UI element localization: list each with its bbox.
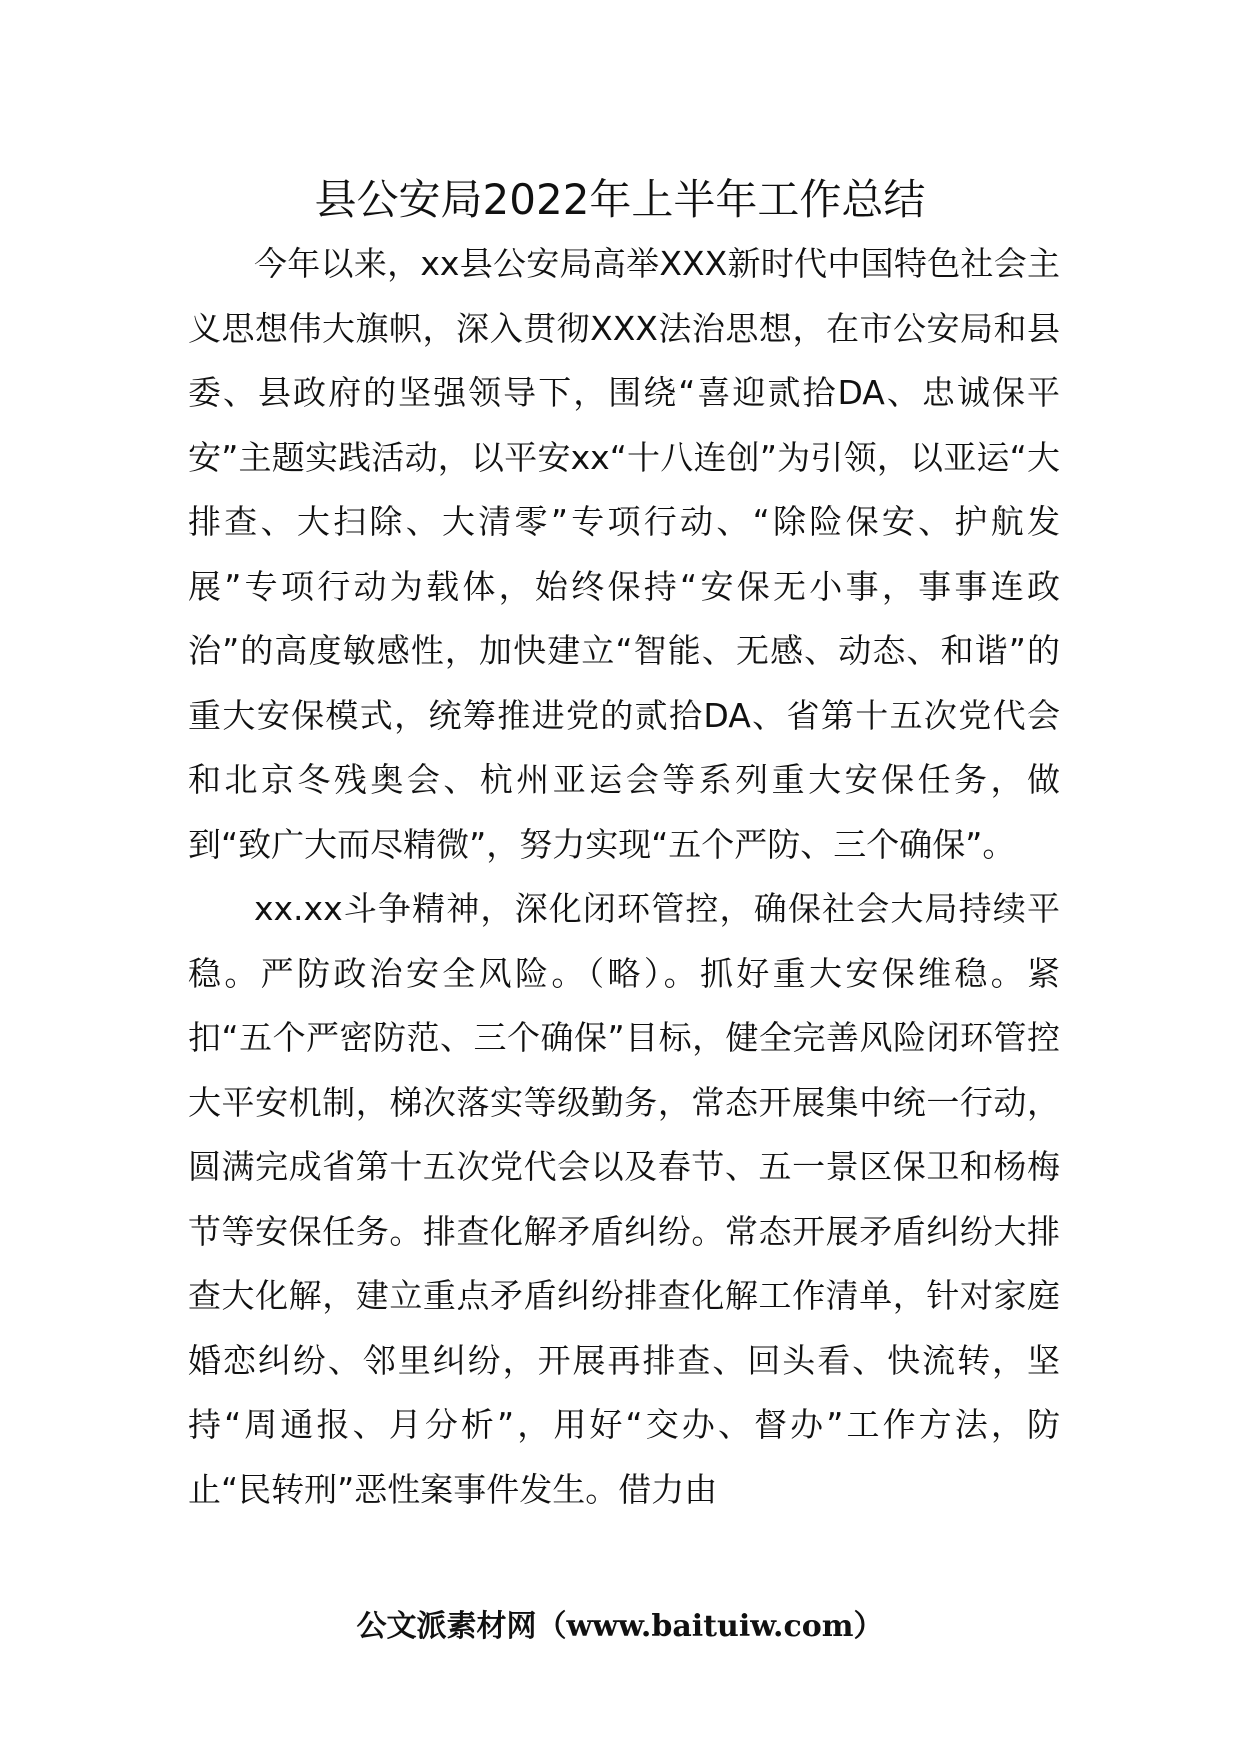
footer-watermark: 公文派素材网（www.baituiw.com）	[356, 1609, 884, 1644]
paragraph-intro: 今年以来，xx县公安局高举XXX新时代中国特色社会主义思想伟大旗帜，深入贯彻XXX法治思想，在市公安局和县委、县政府的坚强领导下，围绕“喜迎贰拾DA、忠诚保平安”主题实践活动，以平安xx“十八连创”为引领，以亚运“大排查、大扫除、大清零”专项行动、“除险保安、护航发展”专项行动为载体，始终保持“安保无小事，事事连政治”的高度敏感性，加快建立“智能、无感、动态、和谐”的重大安保模式，统筹推进党的贰拾DA、省第十五次党代会和北京冬残奥会、杭州亚运会等系列重大安保任务，做到“致广大而尽精微”，努力实现“五个严防、三个确保”。	[188, 244, 1060, 864]
document-body	[188, 232, 1060, 1522]
document-title: 县公安局2022年上半年工作总结	[314, 175, 926, 224]
paragraph-security: xx.xx斗争精神，深化闭环管控，确保社会大局持续平稳。严防政治安全风险。（略）。抓好重大安保维稳。紧扣“五个严密防范、三个确保”目标，健全完善风险闭环管控大平安机制，梯次落实等级勤务，常态开展集中统一行动，圆满完成省第十五次党代会以及春节、五一景区保卫和杨梅节等安保任务。排查化解矛盾纠纷。常态开展矛盾纠纷大排查大化解，建立重点矛盾纠纷排查化解工作清单，针对家庭婚恋纠纷、邻里纠纷，开展再排查、回头看、快流转，坚持“周通报、月分析”，用好“交办、督办”工作方法，防止“民转刑”恶性案事件发生。借力由	[188, 889, 1060, 1509]
